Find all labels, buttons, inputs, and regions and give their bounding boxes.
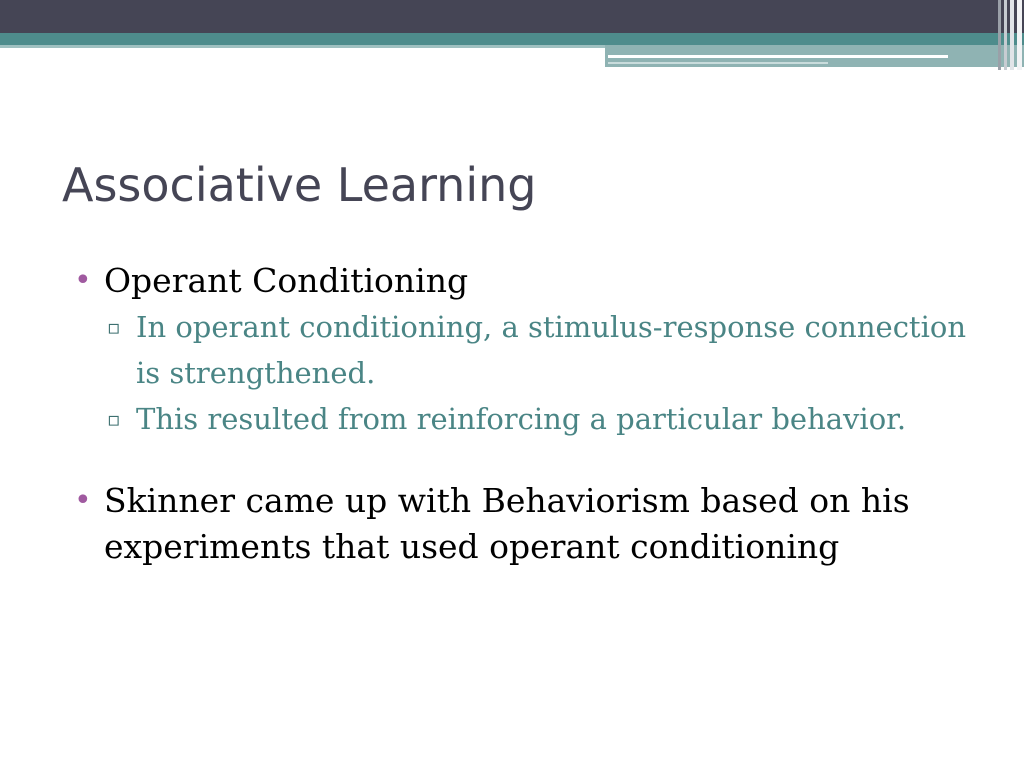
header-bar-dark xyxy=(0,0,1024,33)
header-accent-line xyxy=(608,55,948,58)
sub-bullet-icon: ▫ xyxy=(107,315,121,339)
bullet-text: Skinner came up with Behaviorism based on his experiments that used operant conditioning xyxy=(104,481,910,566)
header-bar-teal xyxy=(0,33,1024,45)
corner-stripes xyxy=(990,0,1024,70)
bullet-icon: • xyxy=(74,483,92,518)
sub-bullet-text: This resulted from reinforcing a particular behavior. xyxy=(136,402,907,436)
bullet-item xyxy=(72,258,972,304)
header-bar-teal-light xyxy=(0,45,605,48)
slide-title: Associative Learning xyxy=(62,158,537,212)
sub-bullet-text: In operant conditioning, a stimulus-response connection is strengthened. xyxy=(136,310,966,390)
header-accent-line xyxy=(608,62,828,64)
bullet-text: Operant Conditioning xyxy=(104,261,469,300)
slide-content xyxy=(72,258,972,570)
bullet-item xyxy=(72,478,972,570)
sub-bullet-icon: ▫ xyxy=(107,407,121,431)
bullet-icon: • xyxy=(74,263,92,298)
sub-bullet-item xyxy=(72,304,972,396)
sub-bullet-item xyxy=(72,396,972,442)
